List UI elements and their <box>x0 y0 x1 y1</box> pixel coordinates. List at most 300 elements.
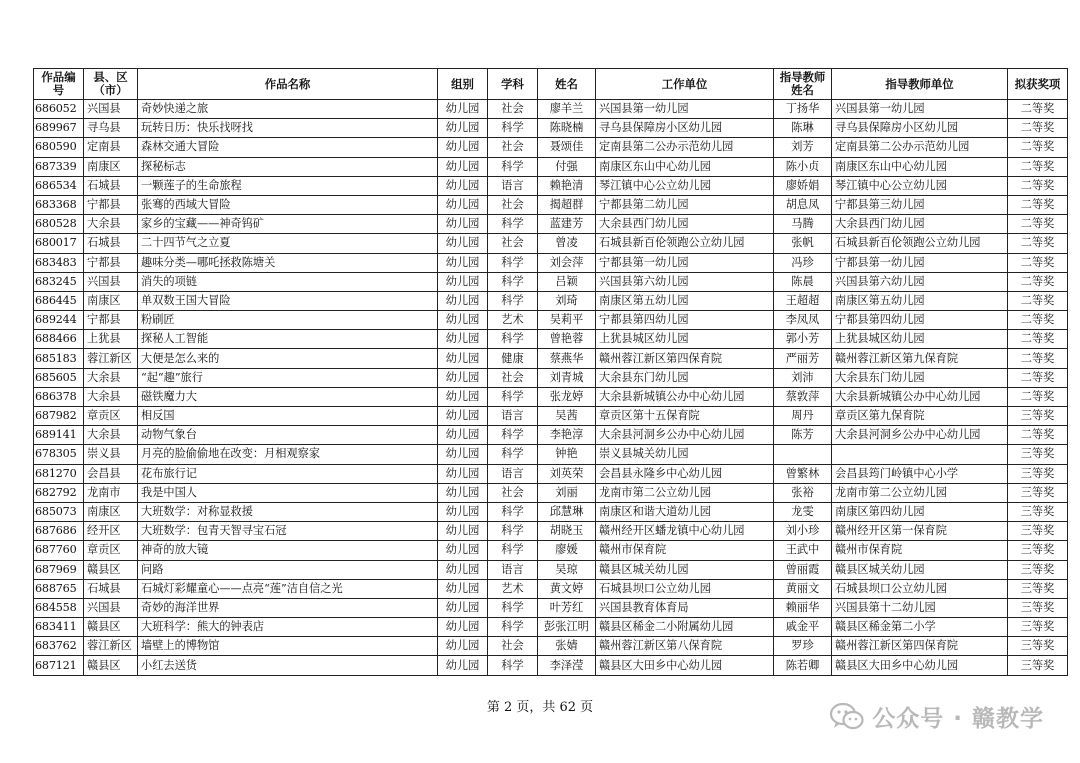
cell-award: 三等奖 <box>1008 637 1068 656</box>
cell-name: 蓝建芳 <box>538 215 596 234</box>
cell-id: 683483 <box>34 253 84 272</box>
cell-title: 我是中国人 <box>138 483 438 502</box>
cell-subject: 社会 <box>488 100 538 119</box>
cell-id: 680017 <box>34 234 84 253</box>
cell-award: 三等奖 <box>1008 656 1068 675</box>
cell-name: 吕颖 <box>538 272 596 291</box>
cell-group: 幼儿园 <box>438 483 488 502</box>
cell-title: 探秘人工智能 <box>138 330 438 349</box>
cell-county: 兴国县 <box>84 272 138 291</box>
cell-subject: 社会 <box>488 195 538 214</box>
cell-mentor-unit: 会昌县筠门岭镇中心小学 <box>832 464 1008 483</box>
cell-mentor-unit <box>832 445 1008 464</box>
cell-workplace: 南康区东山中心幼儿园 <box>596 157 774 176</box>
cell-mentor-unit: 石城县新百伦领跑公立幼儿园 <box>832 234 1008 253</box>
cell-group: 幼儿园 <box>438 330 488 349</box>
cell-group: 幼儿园 <box>438 541 488 560</box>
cell-award: 二等奖 <box>1008 311 1068 330</box>
cell-county: 赣县区 <box>84 656 138 675</box>
cell-workplace: 章贡区第十五保育院 <box>596 407 774 426</box>
cell-mentor: 周丹 <box>774 407 832 426</box>
cell-title: 趣味分类—哪吒拯救陈塘关 <box>138 253 438 272</box>
cell-county: 龙南市 <box>84 483 138 502</box>
cell-mentor-unit: 赣县区城关幼儿园 <box>832 560 1008 579</box>
cell-award: 三等奖 <box>1008 464 1068 483</box>
cell-subject: 语言 <box>488 407 538 426</box>
header-row <box>34 69 1068 100</box>
cell-award: 二等奖 <box>1008 272 1068 291</box>
cell-title: 张骞的西域大冒险 <box>138 195 438 214</box>
cell-mentor-unit: 南康区第四幼儿园 <box>832 502 1008 521</box>
cell-subject: 科学 <box>488 522 538 541</box>
cell-name: 刘青城 <box>538 368 596 387</box>
table-row <box>34 598 1068 617</box>
cell-title: 探秘标志 <box>138 157 438 176</box>
cell-name: 廖羊兰 <box>538 100 596 119</box>
cell-id: 684558 <box>34 598 84 617</box>
cell-title: 大班数学：对称显救援 <box>138 502 438 521</box>
cell-id: 686378 <box>34 387 84 406</box>
cell-title: 一颗莲子的生命旅程 <box>138 176 438 195</box>
cell-name: 李艳淳 <box>538 426 596 445</box>
cell-county: 南康区 <box>84 502 138 521</box>
table-row <box>34 176 1068 195</box>
cell-group: 幼儿园 <box>438 272 488 291</box>
cell-county: 大余县 <box>84 215 138 234</box>
cell-workplace: 崇义县城关幼儿园 <box>596 445 774 464</box>
cell-mentor-unit: 定南县第二公办示范幼儿园 <box>832 138 1008 157</box>
cell-award: 二等奖 <box>1008 176 1068 195</box>
cell-group: 幼儿园 <box>438 234 488 253</box>
cell-mentor: 胡息凤 <box>774 195 832 214</box>
cell-workplace: 赣州市保育院 <box>596 541 774 560</box>
table-row <box>34 618 1068 637</box>
cell-name: 钟艳 <box>538 445 596 464</box>
cell-name: 刘会萍 <box>538 253 596 272</box>
table-row <box>34 368 1068 387</box>
cell-county: 上犹县 <box>84 330 138 349</box>
cell-subject: 科学 <box>488 598 538 617</box>
cell-mentor: 陈小贞 <box>774 157 832 176</box>
cell-subject: 社会 <box>488 234 538 253</box>
cell-mentor: 张帆 <box>774 234 832 253</box>
cell-title: 单双数王国大冒险 <box>138 291 438 310</box>
cell-group: 幼儿园 <box>438 579 488 598</box>
cell-id: 686534 <box>34 176 84 195</box>
cell-mentor: 马腾 <box>774 215 832 234</box>
cell-workplace: 兴国县第六幼儿园 <box>596 272 774 291</box>
cell-mentor-unit: 赣州市保育院 <box>832 541 1008 560</box>
cell-id: 689967 <box>34 119 84 138</box>
cell-id: 683245 <box>34 272 84 291</box>
cell-id: 685605 <box>34 368 84 387</box>
cell-subject: 科学 <box>488 157 538 176</box>
cell-group: 幼儿园 <box>438 119 488 138</box>
cell-group: 幼儿园 <box>438 464 488 483</box>
table-row <box>34 445 1068 464</box>
table-row <box>34 215 1068 234</box>
awards-table <box>33 68 1068 676</box>
cell-name: 蔡燕华 <box>538 349 596 368</box>
table-row <box>34 483 1068 502</box>
cell-subject: 科学 <box>488 215 538 234</box>
cell-workplace: 上犹县城区幼儿园 <box>596 330 774 349</box>
cell-mentor-unit: 赣州蓉江新区第四保育院 <box>832 637 1008 656</box>
cell-mentor-unit: 大余县东门幼儿园 <box>832 368 1008 387</box>
table-row <box>34 291 1068 310</box>
cell-award: 二等奖 <box>1008 387 1068 406</box>
cell-county: 兴国县 <box>84 100 138 119</box>
cell-id: 678305 <box>34 445 84 464</box>
cell-group: 幼儿园 <box>438 253 488 272</box>
cell-mentor-unit: 大余县河洞乡公办中心幼儿园 <box>832 426 1008 445</box>
cell-name: 聂颂佳 <box>538 138 596 157</box>
cell-group: 幼儿园 <box>438 215 488 234</box>
cell-award: 三等奖 <box>1008 541 1068 560</box>
cell-county: 蓉江新区 <box>84 349 138 368</box>
cell-award: 二等奖 <box>1008 215 1068 234</box>
cell-title: 森林交通大冒险 <box>138 138 438 157</box>
cell-subject: 科学 <box>488 445 538 464</box>
cell-award: 三等奖 <box>1008 407 1068 426</box>
cell-id: 687982 <box>34 407 84 426</box>
cell-award: 三等奖 <box>1008 598 1068 617</box>
cell-name: 吴茜 <box>538 407 596 426</box>
col-header-title: 作品名称 <box>138 69 438 100</box>
cell-workplace: 赣县区大田乡中心幼儿园 <box>596 656 774 675</box>
cell-subject: 科学 <box>488 253 538 272</box>
cell-group: 幼儿园 <box>438 560 488 579</box>
table-row <box>34 407 1068 426</box>
cell-award: 三等奖 <box>1008 522 1068 541</box>
cell-workplace: 兴国县教育体育局 <box>596 598 774 617</box>
cell-title: 奇妙快递之旅 <box>138 100 438 119</box>
cell-name: 张龙婷 <box>538 387 596 406</box>
cell-workplace: 寻乌县保障房小区幼儿园 <box>596 119 774 138</box>
cell-county: 崇义县 <box>84 445 138 464</box>
cell-title: 磁铁魔力大 <box>138 387 438 406</box>
cell-group: 幼儿园 <box>438 426 488 445</box>
cell-mentor-unit: 章贡区第九保育院 <box>832 407 1008 426</box>
cell-title: 大班科学：熊大的钟表店 <box>138 618 438 637</box>
cell-group: 幼儿园 <box>438 349 488 368</box>
cell-county: 石城县 <box>84 176 138 195</box>
cell-county: 大余县 <box>84 368 138 387</box>
cell-county: 蓉江新区 <box>84 637 138 656</box>
cell-mentor: 刘沛 <box>774 368 832 387</box>
cell-workplace: 大余县东门幼儿园 <box>596 368 774 387</box>
table-row <box>34 119 1068 138</box>
cell-award: 二等奖 <box>1008 119 1068 138</box>
cell-mentor-unit: 大余县新城镇公办中心幼儿园 <box>832 387 1008 406</box>
table-row <box>34 330 1068 349</box>
cell-mentor: 陈琳 <box>774 119 832 138</box>
cell-award: 二等奖 <box>1008 330 1068 349</box>
table-row <box>34 522 1068 541</box>
cell-group: 幼儿园 <box>438 387 488 406</box>
table-row <box>34 349 1068 368</box>
table-row <box>34 464 1068 483</box>
cell-mentor: 严丽芳 <box>774 349 832 368</box>
cell-title: 二十四节气之立夏 <box>138 234 438 253</box>
col-header-subject: 学科 <box>488 69 538 100</box>
cell-subject: 艺术 <box>488 311 538 330</box>
cell-id: 687339 <box>34 157 84 176</box>
cell-mentor-unit: 龙南市第二公立幼儿园 <box>832 483 1008 502</box>
cell-name: 曾艳蓉 <box>538 330 596 349</box>
cell-name: 揭超群 <box>538 195 596 214</box>
cell-mentor: 王武中 <box>774 541 832 560</box>
cell-county: 宁都县 <box>84 195 138 214</box>
table-row <box>34 426 1068 445</box>
table-row <box>34 253 1068 272</box>
cell-id: 680528 <box>34 215 84 234</box>
cell-id: 689141 <box>34 426 84 445</box>
cell-mentor <box>774 445 832 464</box>
cell-county: 赣县区 <box>84 560 138 579</box>
cell-group: 幼儿园 <box>438 656 488 675</box>
cell-subject: 社会 <box>488 368 538 387</box>
cell-title: 月亮的脸偷偷地在改变：月相观察家 <box>138 445 438 464</box>
cell-name: 彭张江明 <box>538 618 596 637</box>
cell-mentor: 丁扬华 <box>774 100 832 119</box>
cell-title: 家乡的宝藏——神奇钨矿 <box>138 215 438 234</box>
cell-workplace: 琴江镇中心公立幼儿园 <box>596 176 774 195</box>
cell-name: 吴莉平 <box>538 311 596 330</box>
table-row <box>34 311 1068 330</box>
cell-mentor: 罗珍 <box>774 637 832 656</box>
cell-id: 683762 <box>34 637 84 656</box>
cell-award: 二等奖 <box>1008 349 1068 368</box>
cell-name: 刘丽 <box>538 483 596 502</box>
cell-subject: 语言 <box>488 464 538 483</box>
cell-title: 粉刷匠 <box>138 311 438 330</box>
table-row <box>34 234 1068 253</box>
cell-subject: 科学 <box>488 330 538 349</box>
cell-mentor-unit: 上犹县城区幼儿园 <box>832 330 1008 349</box>
cell-mentor-unit: 南康区东山中心幼儿园 <box>832 157 1008 176</box>
cell-id: 685183 <box>34 349 84 368</box>
cell-workplace: 定南县第二公办示范幼儿园 <box>596 138 774 157</box>
table-row <box>34 195 1068 214</box>
table-row <box>34 387 1068 406</box>
cell-subject: 社会 <box>488 483 538 502</box>
cell-county: 章贡区 <box>84 407 138 426</box>
cell-subject: 科学 <box>488 291 538 310</box>
cell-subject: 社会 <box>488 637 538 656</box>
cell-id: 680590 <box>34 138 84 157</box>
table-row <box>34 541 1068 560</box>
cell-mentor: 戚金平 <box>774 618 832 637</box>
cell-name: 赖艳清 <box>538 176 596 195</box>
cell-group: 幼儿园 <box>438 195 488 214</box>
cell-workplace: 宁都县第二幼儿园 <box>596 195 774 214</box>
cell-title: 小红去送货 <box>138 656 438 675</box>
watermark <box>830 700 1044 733</box>
cell-county: 兴国县 <box>84 598 138 617</box>
cell-workplace: 赣县区城关幼儿园 <box>596 560 774 579</box>
cell-award: 三等奖 <box>1008 502 1068 521</box>
cell-title: 相反国 <box>138 407 438 426</box>
cell-award: 三等奖 <box>1008 560 1068 579</box>
cell-mentor: 郭小芳 <box>774 330 832 349</box>
col-header-group: 组别 <box>438 69 488 100</box>
cell-award: 二等奖 <box>1008 253 1068 272</box>
cell-mentor-unit: 宁都县第三幼儿园 <box>832 195 1008 214</box>
col-header-name: 姓名 <box>538 69 596 100</box>
cell-id: 681270 <box>34 464 84 483</box>
cell-mentor-unit: 赣县区大田乡中心幼儿园 <box>832 656 1008 675</box>
cell-name: 刘英荣 <box>538 464 596 483</box>
cell-group: 幼儿园 <box>438 176 488 195</box>
cell-subject: 语言 <box>488 560 538 579</box>
cell-title: 玩转日历：快乐找呀找 <box>138 119 438 138</box>
cell-mentor-unit: 宁都县第一幼儿园 <box>832 253 1008 272</box>
cell-workplace: 赣州经开区蟠龙镇中心幼儿园 <box>596 522 774 541</box>
cell-subject: 艺术 <box>488 579 538 598</box>
cell-county: 寻乌县 <box>84 119 138 138</box>
cell-workplace: 赣州蓉江新区第四保育院 <box>596 349 774 368</box>
cell-title: 消失的项链 <box>138 272 438 291</box>
cell-name: 付强 <box>538 157 596 176</box>
cell-award: 二等奖 <box>1008 157 1068 176</box>
cell-mentor-unit: 宁都县第四幼儿园 <box>832 311 1008 330</box>
cell-mentor-unit: 兴国县第六幼儿园 <box>832 272 1008 291</box>
cell-mentor-unit: 赣州经开区第一保育院 <box>832 522 1008 541</box>
cell-county: 大余县 <box>84 426 138 445</box>
cell-group: 幼儿园 <box>438 157 488 176</box>
cell-award: 三等奖 <box>1008 618 1068 637</box>
cell-id: 686445 <box>34 291 84 310</box>
cell-title: 问路 <box>138 560 438 579</box>
cell-mentor-unit: 南康区第五幼儿园 <box>832 291 1008 310</box>
col-header-award: 拟获奖项 <box>1008 69 1068 100</box>
cell-workplace: 南康区和谐大道幼儿园 <box>596 502 774 521</box>
table-row <box>34 579 1068 598</box>
cell-county: 南康区 <box>84 157 138 176</box>
cell-subject: 科学 <box>488 272 538 291</box>
cell-mentor-unit: 琴江镇中心公立幼儿园 <box>832 176 1008 195</box>
table-body <box>34 100 1068 676</box>
cell-id: 687969 <box>34 560 84 579</box>
cell-subject: 社会 <box>488 138 538 157</box>
cell-group: 幼儿园 <box>438 522 488 541</box>
cell-county: 赣县区 <box>84 618 138 637</box>
cell-group: 幼儿园 <box>438 368 488 387</box>
cell-group: 幼儿园 <box>438 502 488 521</box>
cell-mentor: 曾丽霞 <box>774 560 832 579</box>
cell-name: 刘琦 <box>538 291 596 310</box>
table-row <box>34 502 1068 521</box>
cell-workplace: 大余县新城镇公办中心幼儿园 <box>596 387 774 406</box>
cell-award: 二等奖 <box>1008 100 1068 119</box>
cell-title: “起“趣”旅行 <box>138 368 438 387</box>
cell-workplace: 赣县区稀金二小附属幼儿园 <box>596 618 774 637</box>
cell-group: 幼儿园 <box>438 637 488 656</box>
cell-mentor: 廖娇娟 <box>774 176 832 195</box>
cell-mentor: 赖丽华 <box>774 598 832 617</box>
cell-workplace: 石城县新百伦领跑公立幼儿园 <box>596 234 774 253</box>
cell-workplace: 大余县西门幼儿园 <box>596 215 774 234</box>
cell-name: 邱慧琳 <box>538 502 596 521</box>
cell-mentor: 刘芳 <box>774 138 832 157</box>
table-row <box>34 272 1068 291</box>
cell-award: 二等奖 <box>1008 426 1068 445</box>
cell-award: 二等奖 <box>1008 291 1068 310</box>
cell-group: 幼儿园 <box>438 407 488 426</box>
cell-name: 廖媛 <box>538 541 596 560</box>
cell-workplace: 大余县河洞乡公办中心幼儿园 <box>596 426 774 445</box>
cell-award: 三等奖 <box>1008 483 1068 502</box>
cell-subject: 科学 <box>488 119 538 138</box>
cell-subject: 科学 <box>488 426 538 445</box>
cell-award: 二等奖 <box>1008 368 1068 387</box>
table-row <box>34 100 1068 119</box>
cell-group: 幼儿园 <box>438 138 488 157</box>
cell-award: 二等奖 <box>1008 138 1068 157</box>
cell-group: 幼儿园 <box>438 100 488 119</box>
cell-county: 章贡区 <box>84 541 138 560</box>
cell-id: 687121 <box>34 656 84 675</box>
cell-subject: 科学 <box>488 618 538 637</box>
cell-mentor: 刘小珍 <box>774 522 832 541</box>
cell-subject: 科学 <box>488 541 538 560</box>
cell-workplace: 兴国县第一幼儿园 <box>596 100 774 119</box>
table-row <box>34 138 1068 157</box>
cell-county: 会昌县 <box>84 464 138 483</box>
cell-mentor-unit: 寻乌县保障房小区幼儿园 <box>832 119 1008 138</box>
cell-title: 大班数学：包青天智寻宝石冠 <box>138 522 438 541</box>
cell-name: 吴琼 <box>538 560 596 579</box>
cell-group: 幼儿园 <box>438 598 488 617</box>
cell-mentor-unit: 大余县西门幼儿园 <box>832 215 1008 234</box>
cell-group: 幼儿园 <box>438 445 488 464</box>
cell-group: 幼儿园 <box>438 618 488 637</box>
cell-mentor: 曾繁林 <box>774 464 832 483</box>
cell-county: 石城县 <box>84 234 138 253</box>
cell-subject: 科学 <box>488 502 538 521</box>
cell-title: 动物气象台 <box>138 426 438 445</box>
cell-title: 神奇的放大镜 <box>138 541 438 560</box>
cell-county: 宁都县 <box>84 253 138 272</box>
cell-title: 花布旅行记 <box>138 464 438 483</box>
cell-subject: 科学 <box>488 656 538 675</box>
col-header-mentor: 指导教师姓名 <box>774 69 832 100</box>
cell-id: 689244 <box>34 311 84 330</box>
cell-id: 686052 <box>34 100 84 119</box>
cell-workplace: 宁都县第四幼儿园 <box>596 311 774 330</box>
cell-name: 黄文婷 <box>538 579 596 598</box>
cell-workplace: 石城县坝口公立幼儿园 <box>596 579 774 598</box>
cell-mentor: 黄丽文 <box>774 579 832 598</box>
cell-group: 幼儿园 <box>438 311 488 330</box>
cell-name: 李泽滢 <box>538 656 596 675</box>
watermark-text: 公众号 · 赣教学 <box>872 706 1044 732</box>
cell-mentor-unit: 赣州蓉江新区第九保育院 <box>832 349 1008 368</box>
cell-title: 墙壁上的博物馆 <box>138 637 438 656</box>
cell-name: 曾凌 <box>538 234 596 253</box>
cell-title: 大便是怎么来的 <box>138 349 438 368</box>
cell-mentor: 王超超 <box>774 291 832 310</box>
table-row <box>34 656 1068 675</box>
cell-workplace: 会昌县永隆乡中心幼儿园 <box>596 464 774 483</box>
cell-mentor-unit: 石城县坝口公立幼儿园 <box>832 579 1008 598</box>
table-row <box>34 157 1068 176</box>
cell-county: 南康区 <box>84 291 138 310</box>
cell-id: 682792 <box>34 483 84 502</box>
col-header-mentor-unit: 指导教师单位 <box>832 69 1008 100</box>
cell-id: 687760 <box>34 541 84 560</box>
